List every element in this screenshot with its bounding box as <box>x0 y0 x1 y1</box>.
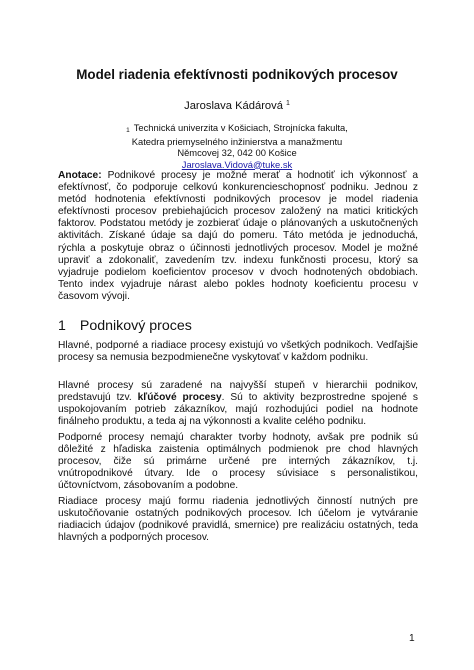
affiliation-email-row <box>0 159 474 170</box>
affiliation-line-2: Katedra priemyselného inžinierstva a manažmentu <box>131 136 343 148</box>
abstract-text: Podnikové procesy je možné merať a hodnotiť ich výkonnosť a efektívnosť, čo podporuje celkovú konkurencieschopnosť podniku. Jednou z metód hodnotenia efektívnosti podnikových procesov je model riadenia efektívnosti procesov prebiehajúcich procesov založený na matici kritických faktorov. Podstatou metódy je zozbierať údaje o plánovaných a uskutočnených aktivitách. Získané údaje sa dajú do pomeru. Táto metóda je jednoduchá, rýchla a poskytuje obraz o účinnosti jednotlivých procesov. Model je možné upraviť a zdokonaliť, zavedením tzv. indexu funkčnosti procesu, ktorý sa vyjadruje podielom koeficientov procesov v dvoch hodnotených obdobiach. Tento index vyjadruje nárast alebo pokles hodnoty koeficientu procesu v časovom vývoji. <box>58 170 418 302</box>
abstract <box>58 170 418 303</box>
author-name: Jaroslava Kádárová <box>184 100 283 112</box>
author-email-link[interactable]: Jaroslava.Vidová@tuke.sk <box>181 158 293 170</box>
abstract-label: Anotace: <box>58 170 102 181</box>
affiliation-block <box>0 122 474 170</box>
author-line <box>0 97 474 113</box>
section-number: 1 <box>58 318 66 334</box>
section-heading <box>58 317 192 335</box>
paragraph-3: Podporné procesy nemajú charakter tvorby hodnoty, avšak pre podnik sú dôležité z hľadiska zaistenia optimálnych podmienok pre chod hlavných procesov, čiže sú primárne určené pre interných zákazníkov, t.j. vnútropodnikové útvary. Ide o procesy súvisiace s personalistikou, účtovníctvom, zásobovaním a podobne. <box>58 432 418 492</box>
affiliation-superscript: 1 <box>126 127 130 134</box>
affiliation-line-3: Němcovej 32, 042 00 Košice <box>177 147 297 159</box>
paper-title: Model riadenia efektívnosti podnikových procesov <box>76 67 398 82</box>
affiliation-university: Technická univerzita v Košiciach, Strojnícka fakulta, <box>133 122 348 133</box>
paragraph-4: Riadiace procesy majú formu riadenia jednotlivých činností nutných pre uskutočňovanie ostatných podnikových procesov. Ich účelom je vytváranie riadiacich údajov (podnikové pravidlá, smernice) pre realizáciu ostatných, teda hlavných a podporných procesov. <box>58 496 418 544</box>
paragraph-2-text-b: . Sú to aktivity bezprostredne spojené s uspokojovaním potrieb zákazníkov, majú rozhodujúci podiel na hodnote finálneho produktu, a teda aj na výkonnosti a kvalite celého podniku. <box>58 392 418 428</box>
paragraph-2-text-a: Hlavné procesy sú zaradené na najvyšší stupeň v hierarchii podnikov, predstavujú tzv. <box>58 380 418 404</box>
paragraph-1: Hlavné, podporné a riadiace procesy existujú vo všetkých podnikoch. Vedľajšie procesy sa nemusia bezpodmienečne vyskytovať v každom podniku. <box>58 340 418 364</box>
affiliation-line-1 <box>0 122 474 136</box>
page-number: 1 <box>409 633 415 644</box>
section-title: Podnikový proces <box>79 318 192 334</box>
paragraph-2 <box>58 380 418 428</box>
paragraph-2-keyword: kľúčové procesy <box>137 392 222 404</box>
author-superscript: 1 <box>285 100 290 107</box>
